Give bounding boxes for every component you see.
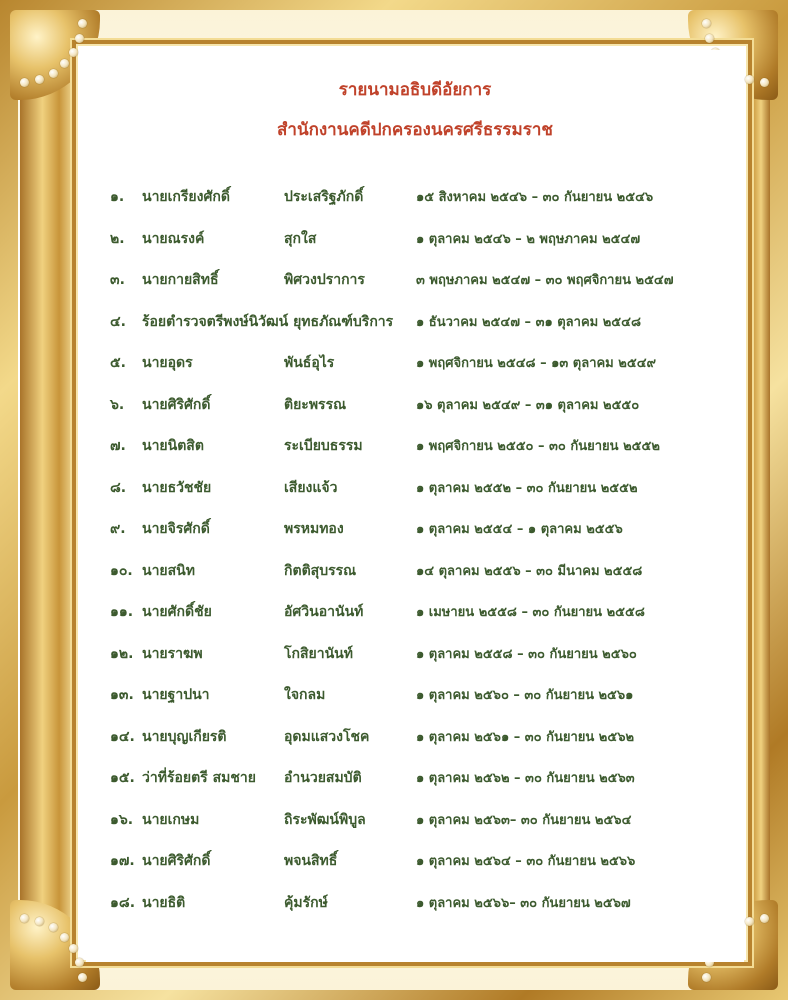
term-dates: ๑ ตุลาคม ๒๕๕๔ – ๑ ตุลาคม ๒๕๕๖: [416, 522, 623, 537]
list-item: [86, 433, 744, 457]
item-number: ๑๖.: [110, 811, 134, 828]
first-name: นายราฆพ: [142, 645, 203, 662]
term-dates: ๑ ตุลาคม ๒๕๖๖– ๓๐ กันยายน ๒๕๖๗: [416, 895, 631, 911]
last-name: พจนสิทธิ์: [284, 853, 338, 869]
item-number: ๑.: [110, 189, 125, 205]
item-number: ๘.: [110, 479, 127, 496]
pearl: [78, 973, 87, 982]
first-name: ว่าที่ร้อยตรี สมชาย: [142, 770, 256, 786]
last-name: คุ้มรักษ์: [284, 894, 328, 911]
pearl: [705, 34, 714, 43]
item-number: ๓.: [110, 272, 125, 288]
term-dates: ๓ พฤษภาคม ๒๕๔๗ – ๓๐ พฤศจิกายน ๒๕๔๗: [416, 273, 674, 288]
list-item: [86, 558, 744, 582]
item-number: ๕.: [110, 355, 126, 371]
list-item: [86, 309, 744, 333]
item-number: ๑๔.: [110, 728, 135, 745]
item-number: ๑๑.: [110, 604, 134, 620]
list-item: [86, 267, 744, 291]
first-name: นายอุดร: [142, 355, 193, 371]
pearl: [760, 914, 769, 923]
first-name: นายสนิท: [142, 562, 195, 579]
first-name: นายธิติ: [142, 894, 186, 911]
pearl: [49, 69, 58, 78]
item-number: ๔.: [110, 313, 126, 330]
list-item: [86, 184, 744, 208]
term-dates: ๑ ตุลาคม ๒๕๕๒ – ๓๐ กันยายน ๒๕๕๒: [416, 480, 638, 496]
item-number: ๒.: [110, 230, 125, 247]
pearl: [760, 78, 769, 87]
list-item: [86, 516, 744, 540]
list-item: [86, 807, 744, 831]
last-name: พันธ์อุไร: [284, 355, 335, 371]
list-item: [86, 765, 744, 789]
last-name: อุดมแสวงโชค: [284, 728, 370, 745]
list-item: [86, 724, 744, 748]
term-dates: ๑๖ ตุลาคม ๒๕๔๙ – ๓๑ ตุลาคม ๒๕๕๐: [416, 397, 640, 413]
last-name: พิศวงปราการ: [284, 272, 365, 288]
first-name: นายกายสิทธิ์: [142, 272, 219, 288]
last-name: เสียงแจ้ว: [284, 479, 338, 496]
last-name: สุกใส: [284, 230, 317, 247]
last-name: พรหมทอง: [284, 521, 344, 537]
item-number: ๑๒.: [110, 645, 134, 662]
list-item: [86, 599, 744, 623]
term-dates: ๑ พฤศจิกายน ๒๕๕๐ – ๓๐ กันยายน ๒๕๕๒: [416, 439, 660, 454]
first-name: นายนิตสิต: [142, 438, 204, 454]
term-dates: ๑๔ ตุลาคม ๒๕๕๖ – ๓๐ มีนาคม ๒๕๕๘: [416, 563, 643, 579]
page-title: รายนามอธิบดีอัยการ: [338, 80, 492, 100]
last-name: ถิระพัฒน์พิบูล: [284, 811, 366, 828]
list-item: [86, 641, 744, 665]
last-name: กิตติสุบรรณ: [284, 562, 357, 579]
first-name: นายฐาปนา: [142, 687, 210, 703]
item-number: ๑๗.: [110, 853, 135, 869]
term-dates: ๑ พฤศจิกายน ๒๕๔๘ – ๑๓ ตุลาคม ๒๕๔๙: [416, 356, 657, 371]
item-number: ๙.: [110, 521, 126, 537]
page-subtitle: สำนักงานคดีปกครองนครศรีธรรมราช: [277, 120, 553, 140]
list-item: [86, 848, 744, 872]
pearl: [49, 923, 58, 932]
last-name: ประเสริฐภักดิ์: [284, 189, 364, 205]
document-page: [86, 50, 744, 962]
term-dates: ๑๕ สิงหาคม ๒๕๔๖ – ๓๐ กันยายน ๒๕๔๖: [416, 190, 654, 205]
pearl: [35, 75, 44, 84]
item-number: ๑๘.: [110, 894, 136, 911]
first-name: นายบุญเกียรติ: [142, 728, 227, 745]
last-name: ติยะพรรณ: [284, 396, 347, 413]
first-name: ร้อยตำรวจตรีพงษ์นิวัฒน์ ยุทธภัณฑ์บริการ: [142, 313, 394, 330]
list-item: [86, 350, 744, 374]
last-name: โกสิยานันท์: [284, 645, 353, 662]
first-name: นายศิริศักดิ์: [142, 853, 211, 869]
pearl: [702, 973, 711, 982]
term-dates: ๑ ตุลาคม ๒๕๖๓– ๓๐ กันยายน ๒๕๖๔: [416, 812, 632, 828]
last-name: ใจกลม: [284, 687, 326, 703]
item-number: ๑๕.: [110, 770, 135, 786]
term-dates: ๑ ธันวาคม ๒๕๔๗ – ๓๑ ตุลาคม ๒๕๔๘: [416, 314, 642, 330]
list-item: [86, 226, 744, 250]
first-name: นายจิรศักดิ์: [142, 521, 210, 537]
list-item: [86, 682, 744, 706]
list-item: [86, 392, 744, 416]
list-item: [86, 475, 744, 499]
item-number: ๑๓.: [110, 687, 134, 703]
term-dates: ๑ ตุลาคม ๒๕๖๑ – ๓๐ กันยายน ๒๕๖๒: [416, 729, 635, 745]
term-dates: ๑ ตุลาคม ๒๕๖๐ – ๓๐ กันยายน ๒๕๖๑: [416, 688, 634, 703]
term-dates: ๑ ตุลาคม ๒๕๖๔ – ๓๐ กันยายน ๒๕๖๖: [416, 854, 636, 869]
frame-left-bar: [20, 24, 78, 976]
first-name: นายศิริศักดิ์: [142, 396, 211, 413]
last-name: อัศวินอานันท์: [284, 604, 364, 620]
pearl: [745, 75, 754, 84]
first-name: นายเกรียงศักดิ์: [142, 189, 230, 205]
last-name: ระเบียบธรรม: [284, 438, 363, 454]
item-number: ๖.: [110, 396, 125, 413]
pearl: [35, 917, 44, 926]
pearl: [69, 48, 78, 57]
item-number: ๗.: [110, 438, 126, 454]
pearl: [78, 19, 87, 28]
list-item: [86, 890, 744, 914]
term-dates: ๑ เมษายน ๒๕๕๘ – ๓๐ กันยายน ๒๕๕๘: [416, 605, 645, 620]
term-dates: ๑ ตุลาคม ๒๕๔๖ – ๒ พฤษภาคม ๒๕๔๗: [416, 231, 641, 247]
first-name: นายศักดิ์ชัย: [142, 604, 212, 620]
term-dates: ๑ ตุลาคม ๒๕๕๘ – ๓๐ กันยายน ๒๕๖๐: [416, 646, 637, 662]
first-name: นายธวัชชัย: [142, 479, 212, 496]
term-dates: ๑ ตุลาคม ๒๕๖๒ – ๓๐ กันยายน ๒๕๖๓: [416, 771, 635, 786]
last-name: อำนวยสมบัติ: [284, 770, 362, 786]
first-name: นายเกษม: [142, 811, 200, 828]
first-name: นายณรงค์: [142, 230, 205, 247]
pearl: [745, 917, 754, 926]
pearl: [60, 933, 69, 942]
item-number: ๑๐.: [110, 562, 133, 579]
